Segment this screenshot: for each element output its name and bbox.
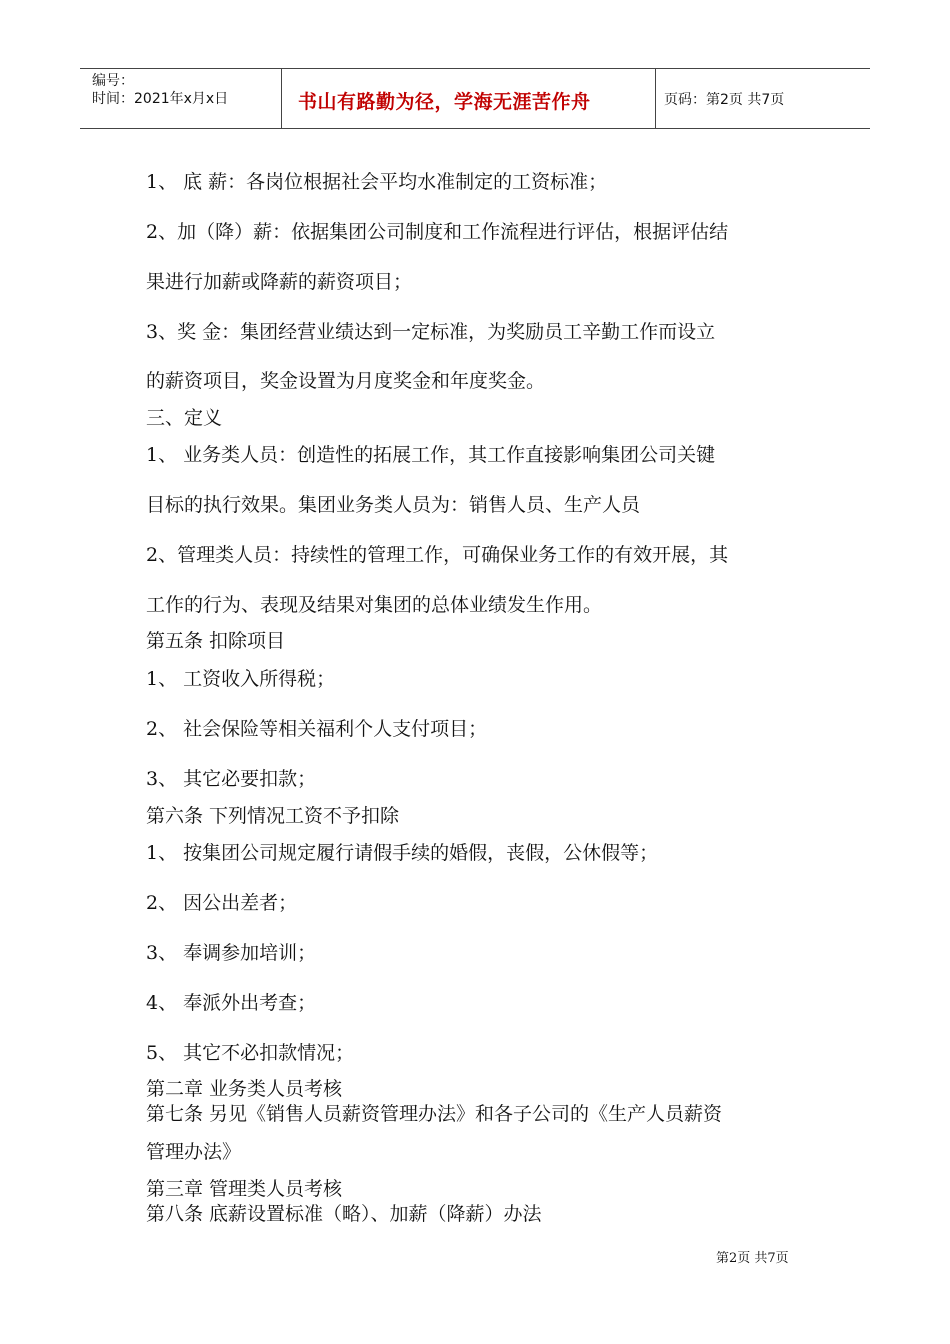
header-top-rule (80, 68, 870, 69)
footer-page-number: 第2页 共7页 (716, 1251, 789, 1266)
body-line: 的薪资项目，奖金设置为月度奖金和年度奖金。 (146, 370, 546, 392)
header-divider-right (655, 68, 656, 128)
header-divider-left (281, 68, 282, 128)
body-line: 3、 奉调参加培训； (146, 942, 317, 964)
body-line: 第七条 另见《销售人员薪资管理办法》和各子公司的《生产人员薪资 (146, 1103, 723, 1125)
section-heading: 三、定义 (146, 407, 223, 429)
header-number-label: 编号： (92, 73, 134, 89)
body-line: 1、 按集团公司规定履行请假手续的婚假，丧假，公休假等； (146, 842, 659, 864)
header-time-label: 时间：2021年x月x日 (92, 91, 229, 107)
chapter-heading: 第三章 管理类人员考核 (146, 1178, 343, 1200)
header-bottom-rule (80, 128, 870, 129)
body-line: 1、 业务类人员：创造性的拓展工作，其工作直接影响集团公司关键 (146, 444, 716, 466)
body-line: 4、 奉派外出考查； (146, 992, 317, 1014)
header-motto: 书山有路勤为径，学海无涯苦作舟 (298, 91, 591, 113)
header-page-number: 页码：第2页 共7页 (664, 92, 785, 108)
header-info (92, 72, 228, 108)
article-heading: 第五条 扣除项目 (146, 630, 286, 652)
body-line: 2、加（降）薪：依据集团公司制度和工作流程进行评估，根据评估结 (146, 221, 729, 243)
chapter-heading: 第二章 业务类人员考核 (146, 1078, 343, 1100)
body-line: 管理办法》 (146, 1141, 242, 1163)
body-line: 3、奖 金：集团经营业绩达到一定标准，为奖励员工辛勤工作而设立 (146, 321, 716, 343)
body-line: 果进行加薪或降薪的薪资项目； (146, 271, 413, 293)
article-heading: 第六条 下列情况工资不予扣除 (146, 805, 400, 827)
body-line: 第八条 底薪设置标准（略）、加薪（降薪）办法 (146, 1203, 542, 1225)
body-line: 工作的行为、表现及结果对集团的总体业绩发生作用。 (146, 594, 603, 616)
body-line: 2、 因公出差者； (146, 892, 298, 914)
body-line: 2、管理类人员：持续性的管理工作，可确保业务工作的有效开展，其 (146, 544, 729, 566)
body-line: 2、 社会保险等相关福利个人支付项目； (146, 718, 488, 740)
body-line: 5、 其它不必扣款情况； (146, 1042, 355, 1064)
body-line: 1、 底 薪：各岗位根据社会平均水准制定的工资标准； (146, 171, 608, 193)
body-line: 1、 工资收入所得税； (146, 668, 336, 690)
body-line: 目标的执行效果。集团业务类人员为：销售人员、生产人员 (146, 494, 641, 516)
body-line: 3、 其它必要扣款； (146, 768, 317, 790)
